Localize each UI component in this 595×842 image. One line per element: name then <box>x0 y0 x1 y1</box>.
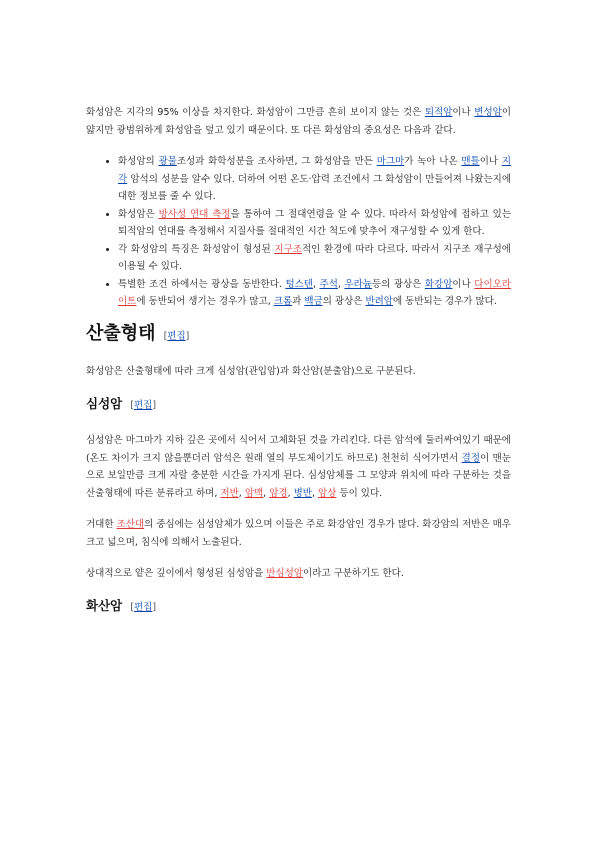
link-tectonics[interactable]: 지구조 <box>274 243 302 255</box>
link-volcanic-neck[interactable]: 암경 <box>269 487 288 499</box>
link-dike[interactable]: 암맥 <box>244 487 264 499</box>
link-granite[interactable]: 화강암 <box>424 278 453 290</box>
text: 의 중심에는 심성암체가 있으며 이들은 주로 화강암인 경우가 많다. 화강암의 저반은 매우 크고 넓으며, 침식에 의해서 노출된다. <box>86 519 511 548</box>
text: 과 <box>292 296 305 307</box>
edit-link[interactable]: 편집 <box>133 601 153 613</box>
text: 이라고 구분하기도 한다. <box>303 568 404 579</box>
text: 이 맨눈으로 보일만큼 크게 자랄 충분한 시간을 가지게 된다. 심성암체를 그 모양과 위치에 따라 구분하는 것을 산출형태에 따른 분류라고 하며, <box>86 452 511 499</box>
link-platinum[interactable]: 백금 <box>304 296 323 307</box>
edit-section <box>130 599 156 617</box>
link-crystal[interactable]: 결정 <box>461 452 481 464</box>
link-crust[interactable]: 지각 <box>118 156 511 185</box>
text: 이나 <box>479 156 502 167</box>
link-mineral[interactable]: 광물 <box>158 156 177 167</box>
text: 상대적으로 얕은 깊이에서 형성된 심성암을 <box>86 568 267 579</box>
text: 적인 환경에 따라 다르다. 따라서 지구조 재구성에 이용될 수 있다. <box>118 243 511 272</box>
section-title: 심성암 <box>86 395 123 411</box>
link-chromium[interactable]: 크롬 <box>273 296 293 307</box>
link-mantle[interactable]: 맨틀 <box>461 156 480 167</box>
edit-section <box>130 397 156 415</box>
section-heading-volcanic <box>86 597 511 617</box>
link-radiometric-dating[interactable]: 방사성 연대 측정 <box>158 208 231 220</box>
text: , <box>238 487 245 499</box>
link-laccolith[interactable]: 병반 <box>293 487 312 499</box>
text: 을 통하여 그 절대연령을 알 수 있다. 따라서 화성암에 접하고 있는 퇴적암의 연대를 측정해서 지질사를 절대적인 시간 척도에 맞추어 재구성할 수 있게 한다. <box>118 208 511 237</box>
list-item <box>118 276 511 311</box>
text: 각 화성암의 특징은 화성암이 형성된 <box>118 243 275 255</box>
text: 거대한 <box>86 519 117 530</box>
text: 에 동반되어 생기는 경우가 많고, <box>136 296 274 307</box>
link-tin[interactable]: 주석 <box>319 278 338 290</box>
list-item <box>118 241 511 276</box>
text: , <box>263 487 270 499</box>
link-sedimentary-rock[interactable]: 퇴적암 <box>424 107 453 118</box>
text: 의 광상은 <box>322 296 366 307</box>
edit-link[interactable]: 편집 <box>133 399 153 411</box>
link-hypabyssal-rock[interactable]: 반심성암 <box>266 568 304 579</box>
text: , <box>337 278 345 290</box>
text: 조성과 화학성분을 조사하면, 그 화성암을 만든 <box>176 156 377 167</box>
text: 특별한 조건 하에서는 광상을 동반한다. <box>118 278 286 290</box>
text: 가 녹아 나온 <box>404 156 462 167</box>
link-diorite[interactable]: 다이오라이트 <box>118 278 511 307</box>
link-uranium[interactable]: 우라늄 <box>344 278 372 290</box>
bracket: [ <box>163 330 168 342</box>
section-title: 산출형태 <box>86 322 156 344</box>
link-sill[interactable]: 암상 <box>318 487 337 499</box>
bracket: ] <box>152 601 157 613</box>
link-tungsten[interactable]: 텅스텐 <box>285 278 313 290</box>
text: , <box>311 487 319 499</box>
plutonic-paragraph-1 <box>86 432 511 502</box>
bracket: [ <box>130 399 134 411</box>
link-orogenic-belt[interactable]: 조산대 <box>116 519 145 530</box>
link-metamorphic-rock[interactable]: 변성암 <box>474 107 502 118</box>
list-item <box>118 206 511 241</box>
section-title: 화산암 <box>86 597 123 613</box>
text: 이 얇지만 광범위하게 화성암을 덮고 있기 때문이다. 또 다른 화성암의 중요성은 다음과 같다. <box>86 107 511 136</box>
plutonic-paragraph-2 <box>86 516 511 551</box>
article-body <box>86 104 511 634</box>
text: , <box>287 487 294 499</box>
text: 암석의 성분을 알수 있다. 더하여 어떤 온도·압력 조건에서 그 화성암이 만들어져 나왔는지에 대한 정보를 줄 수 있다. <box>118 173 511 202</box>
section-heading-plutonic <box>86 395 511 415</box>
text: 등이 있다. <box>336 487 383 499</box>
text: 에 동반되는 경우가 많다. <box>392 296 497 307</box>
link-batholith[interactable]: 저반 <box>220 487 239 499</box>
section-heading-occurrence <box>86 322 511 346</box>
importance-list <box>86 153 511 311</box>
occurrence-paragraph: 화성암은 산출형태에 따라 크게 심성암(관입암)과 화산암(분출암)으로 구분된다. <box>86 366 416 377</box>
plutonic-paragraph-3 <box>86 565 511 583</box>
link-magma[interactable]: 마그마 <box>376 156 405 167</box>
text: 화성암은 <box>118 208 159 220</box>
list-item <box>118 153 511 206</box>
bracket: ] <box>152 399 157 411</box>
text: 등의 광상은 <box>371 278 425 290</box>
text: 이나 <box>452 107 475 118</box>
edit-link[interactable]: 편집 <box>167 330 186 342</box>
text: , <box>312 278 320 290</box>
text: 심성암은 마그마가 지하 깊은 곳에서 식어서 고체화된 것을 가리킨다. 다른 암석에 둘러싸여있기 때문에 (온도 차이가 크지 않을뿐더러 암석은 원래 열의 부도체이기도 하므로) 천천히 식어가면서 <box>86 435 511 464</box>
text: 화성암은 지각의 95% 이상을 차지한다. 화성암이 그만큼 흔히 보이지 않는 것은 <box>86 107 425 118</box>
bracket: ] <box>185 330 190 342</box>
text: 이나 <box>452 278 475 290</box>
text: 화성암의 <box>118 156 159 167</box>
intro-paragraph <box>86 104 511 139</box>
link-gabbro[interactable]: 반려암 <box>365 296 393 307</box>
edit-section <box>164 328 190 346</box>
bracket: [ <box>130 601 134 613</box>
